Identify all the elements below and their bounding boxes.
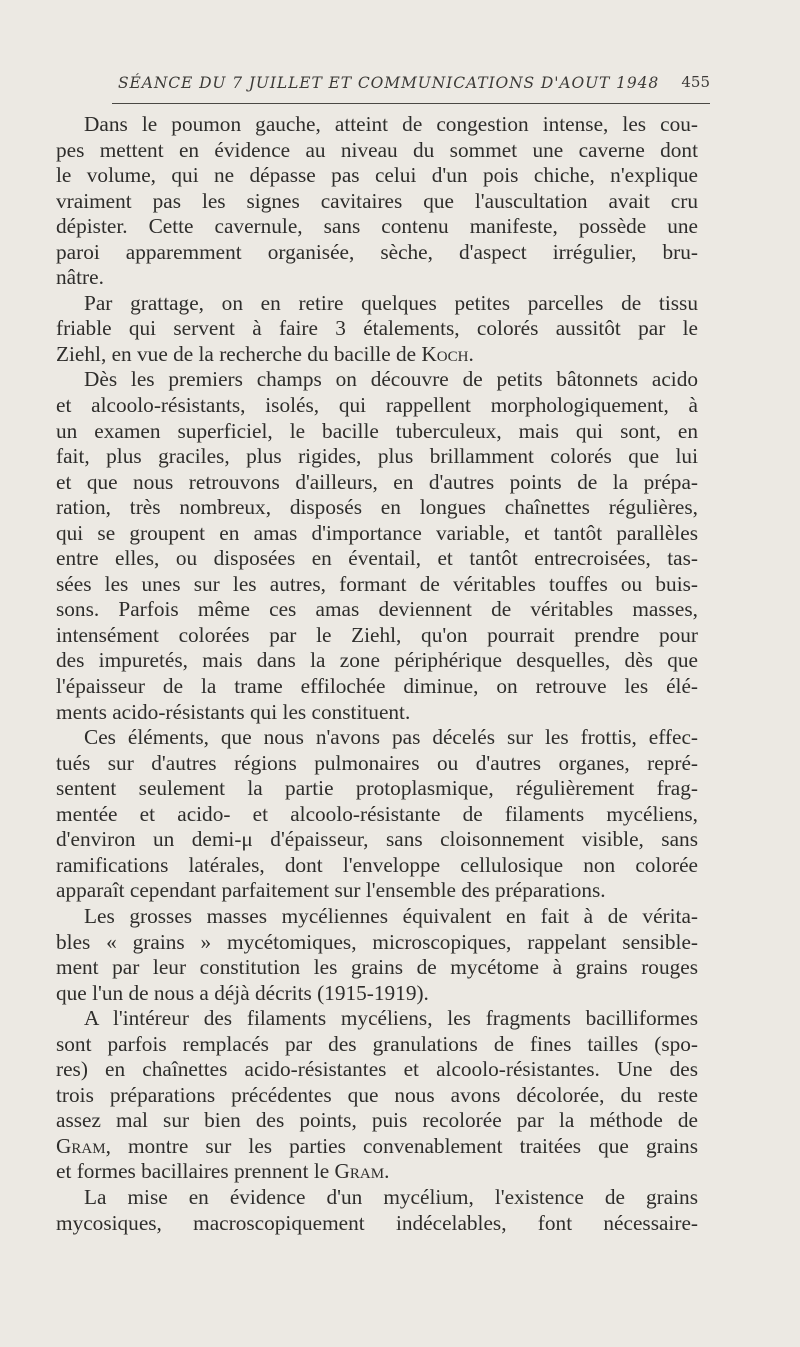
header-rule (112, 103, 710, 104)
text-line: et formes bacillaires prennent le Gram. (56, 1159, 390, 1184)
text-line: un examen superficiel, le bacille tuberculeux, mais qui sont, en (56, 418, 698, 443)
text-line: trois préparations précédentes que nous avons décolorée, du reste (56, 1082, 698, 1107)
text-line: ramifications latérales, dont l'enveloppe cellulosique non colorée (56, 852, 698, 877)
text-line: des impuretés, mais dans la zone périphérique desquelles, dès que (56, 648, 698, 673)
text-line: que l'un de nous a déjà décrits (1915-1919). (56, 980, 429, 1005)
text-line: sentent seulement la partie protoplasmique, régulièrement frag- (56, 776, 698, 801)
text-line: sées les unes sur les autres, formant de véritables touffes ou buis- (56, 571, 698, 596)
text-line: entre elles, ou disposées en éventail, et tantôt entrecroisées, tas- (56, 546, 698, 571)
paragraph (56, 1006, 698, 1185)
running-head: SÉANCE DU 7 JUILLET ET COMMUNICATIONS D'AOUT 1948 (118, 74, 660, 92)
text-line: Les grosses masses mycéliennes équivalent en fait à de vérita- (84, 903, 698, 928)
text-line: assez mal sur bien des points, puis recolorée par la méthode de (56, 1108, 698, 1133)
small-caps-name: Koch (421, 341, 469, 366)
text-line: et que nous retrouvons d'ailleurs, en d'autres points de la prépa- (56, 469, 698, 494)
text-line: friable qui servent à faire 3 étalements, colorés aussitôt par le (56, 316, 698, 341)
text-line: le volume, qui ne dépasse pas celui d'un pois chiche, n'explique (56, 163, 698, 188)
text-line: apparaît cependant parfaitement sur l'ensemble des préparations. (56, 878, 606, 903)
text-line: Dès les premiers champs on découvre de petits bâtonnets acido (84, 367, 698, 392)
text-line: La mise en évidence d'un mycélium, l'existence de grains (84, 1184, 698, 1209)
text-line: sons. Parfois même ces amas deviennent de véritables masses, (56, 597, 698, 622)
paragraph (56, 291, 698, 368)
paragraph (56, 367, 698, 725)
text-line: l'épaisseur de la trame effilochée diminue, on retrouve les élé- (56, 674, 698, 699)
text-line: vraiment pas les signes cavitaires que l'auscultation avait cru (56, 188, 698, 213)
text-line: tués sur d'autres régions pulmonaires ou d'autres organes, repré- (56, 750, 698, 775)
text-line: ments acido-résistants qui les constituent. (56, 699, 411, 724)
text-line: Gram, montre sur les parties convenablement traitées que grains (56, 1133, 698, 1158)
small-caps-name: Gram (334, 1159, 385, 1184)
text-line: intensément colorées par le Ziehl, qu'on pourrait prendre pour (56, 622, 698, 647)
paragraph (56, 112, 698, 291)
text-line: qui se groupent en amas d'importance variable, et tantôt parallèles (56, 520, 698, 545)
text-line: bles « grains » mycétomiques, microscopiques, rappelant sensible- (56, 929, 698, 954)
text-line: et alcoolo-résistants, isolés, qui rappellent morphologiquement, à (56, 393, 698, 418)
text-line: ration, très nombreux, disposés en longues chaînettes régulières, (56, 495, 698, 520)
text-line: res) en chaînettes acido-résistantes et alcoolo-résistantes. Une des (56, 1057, 698, 1082)
page-header (112, 70, 710, 100)
text-line: Par grattage, on en retire quelques petites parcelles de tissu (84, 290, 698, 315)
text-line: pes mettent en évidence au niveau du sommet une caverne dont (56, 137, 698, 162)
page-number: 455 (681, 73, 710, 91)
text-line: fait, plus graciles, plus rigides, plus brillamment colorés que lui (56, 444, 698, 469)
text-line: ment par leur constitution les grains de mycétome à grains rouges (56, 955, 698, 980)
text-line: paroi apparemment organisée, sèche, d'aspect irrégulier, bru- (56, 239, 698, 264)
paragraph (56, 904, 698, 1006)
text-line: dépister. Cette cavernule, sans contenu manifeste, possède une (56, 214, 698, 239)
text-line: A l'intéreur des filaments mycéliens, les fragments bacilliformes (84, 1006, 698, 1031)
text-line: nâtre. (56, 265, 104, 290)
text-line: Ces éléments, que nous n'avons pas décelés sur les frottis, effec- (84, 725, 698, 750)
paragraph (56, 725, 698, 904)
text-line: Dans le poumon gauche, atteint de congestion intense, les cou- (84, 112, 698, 136)
text-line: mentée et acido- et alcoolo-résistante de filaments mycéliens, (56, 801, 698, 826)
text-line: sont parfois remplacés par des granulations de fines tailles (spo- (56, 1031, 698, 1056)
text-line: Ziehl, en vue de la recherche du bacille de Koch. (56, 341, 474, 366)
text-line: d'environ un demi-μ d'épaisseur, sans cloisonnement visible, sans (56, 827, 698, 852)
body-text (56, 112, 698, 1236)
text-line: mycosiques, macroscopiquement indécelables, font nécessaire- (56, 1210, 698, 1235)
paragraph (56, 1185, 698, 1236)
small-caps-name: Gram (56, 1133, 106, 1158)
